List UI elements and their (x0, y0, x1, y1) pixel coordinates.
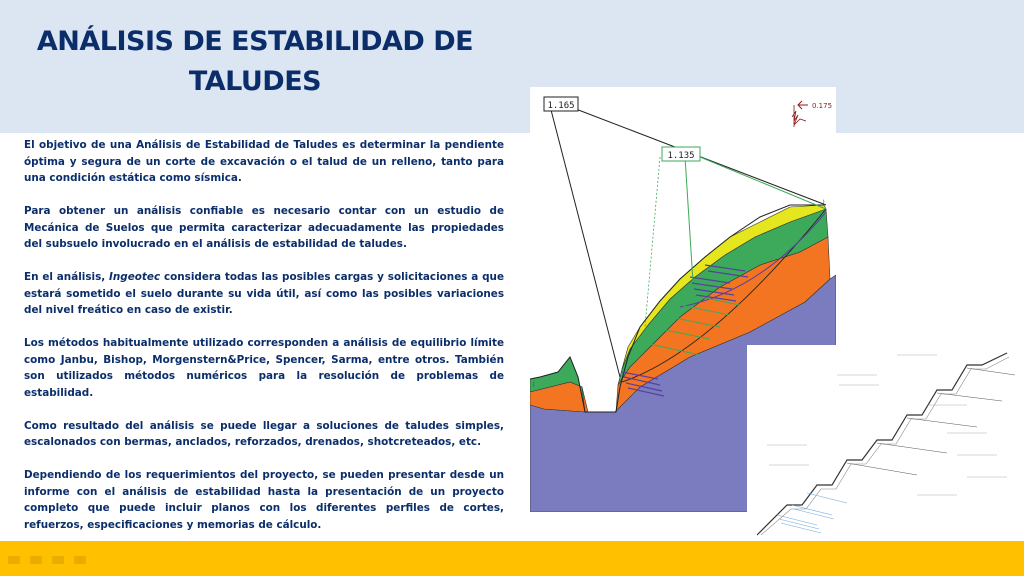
footer-band (0, 541, 1024, 576)
seismic-coefficient: 0.175 (812, 102, 833, 110)
paragraph-loads-pre: En el análisis, (24, 271, 110, 283)
fs-label-2: 1.135 (667, 151, 695, 161)
paragraph-deliverables: Dependiendo de los requerimientos del proyecto, se pueden presentar desde un informe con el análisis de estabilidad hasta la presentación de un proyecto completo que puede incluir planos con los diferentes perfiles de cortes, refuerzos, especificaciones y memorias de cálculo. (24, 469, 504, 531)
company-name: Ingeotec (109, 271, 161, 283)
page-title: ANÁLISIS DE ESTABILIDAD DE TALUDES (36, 26, 474, 97)
paragraph-methods: Los métodos habitualmente utilizado corresponden a análisis de equilibrio límite como Janbu, Bishop, Morgenstern&Price, Spencer, Sarma, entre otros. También son utilizados métodos numéricos para la resolución de problemas de estabilidad. (24, 337, 504, 399)
left-marker: ⌇ (532, 381, 536, 389)
prev-slide-icon[interactable] (8, 556, 20, 564)
paragraph-objective: El objetivo de una Análisis de Estabilidad de Taludes es determinar la pendiente óptima y segura de un corte de excavación o el talud de un relleno, tanto para una condición estática como sísmica. (24, 139, 504, 184)
right-marker: ⌇ (822, 199, 826, 207)
slope-section-drawing (747, 345, 1017, 537)
drawing-background (747, 345, 1017, 537)
pen-icon[interactable] (30, 556, 42, 564)
fs-label-1: 1.165 (547, 101, 575, 111)
next-slide-icon[interactable] (74, 556, 86, 564)
menu-icon[interactable] (52, 556, 64, 564)
body-text (24, 137, 504, 550)
paragraph-loads (24, 269, 504, 319)
paragraph-solutions: Como resultado del análisis se puede llegar a soluciones de taludes simples, escalonados con bermas, anclados, reforzados, drenados, shotcreteados, etc. (24, 419, 504, 448)
slide-controls (8, 556, 86, 564)
paragraph-loads-post: considera todas las posibles cargas y solicitaciones a que estará sometido el suelo durante su vida útil, así como las posibles variaciones del nivel freático en caso de existir. (24, 271, 504, 316)
paragraph-soil-study: Para obtener un análisis confiable es necesario contar con un estudio de Mecánica de Suelos que permita caracterizar adecuadamente las propiedades del subsuelo involucrado en el análisis de estabilidad de taludes. (24, 205, 504, 250)
